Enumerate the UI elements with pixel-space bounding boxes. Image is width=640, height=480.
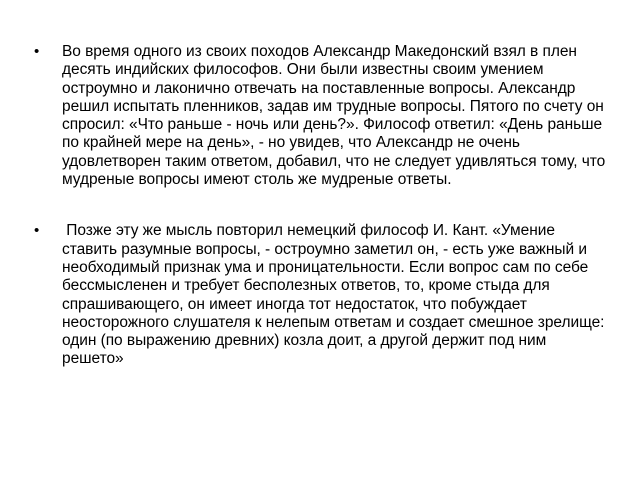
bullet-item-kant — [34, 222, 609, 368]
bullet-icon: • — [34, 43, 40, 60]
bullet-item-alexander — [34, 43, 610, 189]
bullet-icon: • — [34, 222, 40, 240]
paragraph-kant: Позже эту же мысль повторил немецкий философ И. Кант. «Умение ставить разумные вопросы, - остроумно заметил он, - есть уже важный и необходимый признак ума и проницательности. Если вопрос сам по себе бессмысленен и требует бесполезных ответов, то, кроме стыда для спрашивающего, он имеет иногда тот недостаток, что побуждает неосторожного слушателя к нелепым ответам и создает смешное зрелище: один (по выражению древних) козла доит, а другой держит под ним решето» — [62, 222, 609, 368]
bullet-list — [34, 43, 610, 369]
paragraph-alexander: Во время одного из своих походов Александр Македонский взял в плен десять индийских философов. Они были известны своим умением остроумно и лаконично отвечать на поставленные вопросы. Александр решил испытать пленников, задав им трудные вопросы. Пятого по счету он спросил: «Что раньше - ночь или день?». Философ ответил: «День раньше по крайней мере на день», - но увидев, что Александр не очень удовлетворен таким ответом, добавил, что не следует удивляться тому, что мудреные вопросы имеют столь же мудреные ответы. — [62, 43, 610, 189]
